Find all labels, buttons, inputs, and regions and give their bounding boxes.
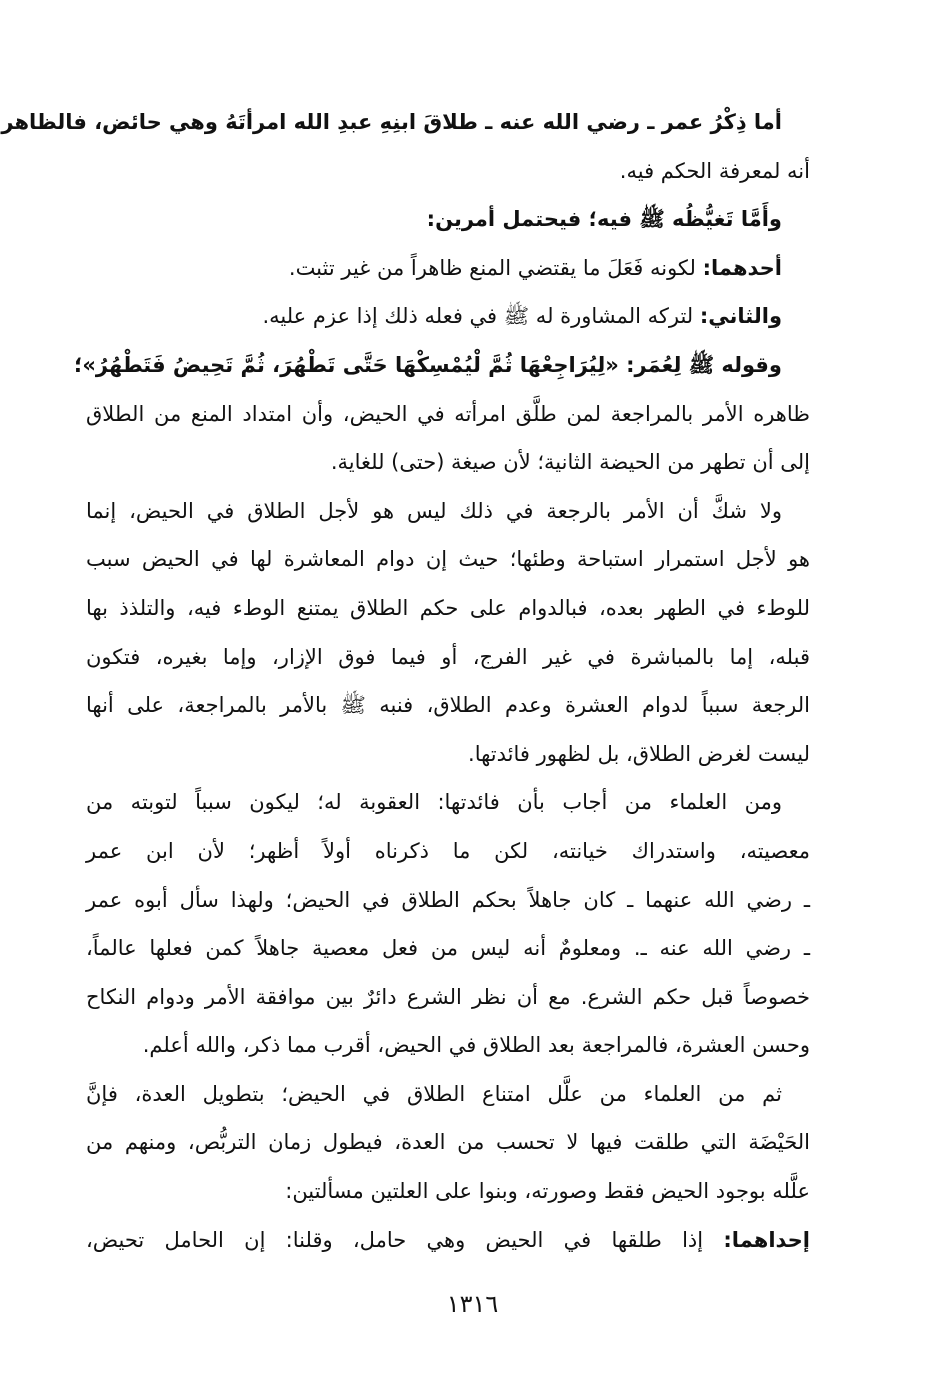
text-line [86,195,810,244]
line-text: الرجعة سبباً لدوام العشرة وعدم الطلاق، فنبه ﷺ بالأمر بالمراجعة، على أنها [86,693,810,718]
text-line [86,292,810,341]
text-line [86,778,810,827]
text-line [86,633,810,682]
text-line [73,341,810,390]
text-line [86,730,810,779]
bold-lead: إحداهما: [723,1227,810,1252]
text-line [86,535,810,584]
text-line [86,438,810,487]
text-line [86,924,810,973]
text-line [1,98,810,147]
bold-lead: وقوله ﷺ لِعُمَر: «لِيُرَاجِعْهَا ثُمَّ لْيُمْسِكْهَا حَتَّى تَطْهُرَ، ثُمَّ تَحِيضُ فَتَطْهُرُ»؛ [73,352,782,377]
body-text [1,98,810,1264]
text-line [86,487,810,536]
line-text: قبله، إما بالمباشرة في غير الفرج، أو فيما فوق الإزار، وإما بغيره، فتكون [86,644,810,669]
bold-lead: أما ذِكْرُ عمر ـ رضي الله عنه ـ طلاقَ ابنِهِ عبدِ الله امرأتَهُ وهي حائض، فالظاهر [1,110,782,134]
bold-lead: وأَمَّا تَغيُّظُه ﷺ فيه؛ فيحتمل أمرين: [426,207,782,232]
text-line [86,1021,810,1070]
line-text: ولا شكَّ أن الأمر بالرجعة في ذلك ليس هو لأجل الطلاق في الحيض، إنما [86,498,782,523]
text-line [86,1118,810,1167]
line-text: أنه لمعرفة الحكم فيه. [619,158,810,183]
line-text: لتركه المشاورة له ﷺ في فعله ذلك إذا عزم عليه. [262,304,700,329]
text-line [86,390,810,439]
line-text: هو لأجل استمرار استباحة وطئها؛ حيث إن دوام المعاشرة لها في الحيض سبب [86,547,810,572]
text-line [86,244,810,293]
line-text: خصوصاً قبل حكم الشرع. مع أن نظر الشرع دائرٌ بين موافقة الأمر ودوام النكاح [86,984,810,1009]
line-text: لكونه فَعَلَ ما يقتضي المنع ظاهراً من غير تثبت. [288,255,703,280]
line-text: وحسن العشرة، فالمراجعة بعد الطلاق في الحيض، أقرب مما ذكر، والله أعلم. [142,1033,810,1058]
text-line [86,584,810,633]
text-line [86,1167,810,1216]
line-text: علَّله بوجود الحيض فقط وصورته، وبنوا على العلتين مسألتين: [285,1179,810,1204]
line-text: الحَيْضَة التي طلقت فيها لا تحسب من العدة، فيطول زمان التربُّص، ومنهم من [86,1130,810,1155]
text-line [86,876,810,925]
line-text: ـ رضي الله عنه ـ. ومعلومٌ أنه ليس من فعل معصية جاهلاً كمن فعلها عالماً، [86,936,810,961]
line-text: إلى أن تطهر من الحيضة الثانية؛ لأن صيغة (حتى) للغاية. [330,450,810,475]
bold-lead: أحدهما: [702,255,782,280]
page-number: ١٣١٦ [446,1290,499,1318]
text-line [86,681,810,730]
line-text: للوطء في الطهر بعده، فبالدوام على حكم الطلاق يمتنع الوطء فيه، والتلذذ بها [86,595,810,620]
bold-lead: والثاني: [699,304,782,329]
line-text: ليست لغرض الطلاق، بل لظهور فائدتها. [468,741,810,766]
line-text: ـ رضي الله عنهما ـ كان جاهلاً بحكم الطلاق في الحيض؛ ولهذا سأل أبوه عمر [86,887,810,912]
text-line [86,973,810,1022]
line-text: معصيته، واستدراك خيانته، لكن ما ذكرناه أولاً أظهر؛ لأن ابن عمر [86,838,810,863]
text-line [86,147,810,196]
text-line [86,827,810,876]
line-text: ثم من العلماء من علَّل امتناع الطلاق في الحيض؛ بتطويل العدة، فإنَّ [86,1081,782,1106]
text-line [86,1216,810,1265]
line-text: ظاهره الأمر بالمراجعة لمن طلَّق امرأته في الحيض، وأن امتداد المنع من الطلاق [86,401,810,426]
line-text: ومن العلماء من أجاب بأن فائدتها: العقوبة له؛ ليكون سبباً لتوبته من [86,790,782,815]
line-text: إذا طلقها في الحيض وهي حامل، وقلنا: إن الحامل تحيض، [86,1227,724,1252]
text-line [86,1070,810,1119]
